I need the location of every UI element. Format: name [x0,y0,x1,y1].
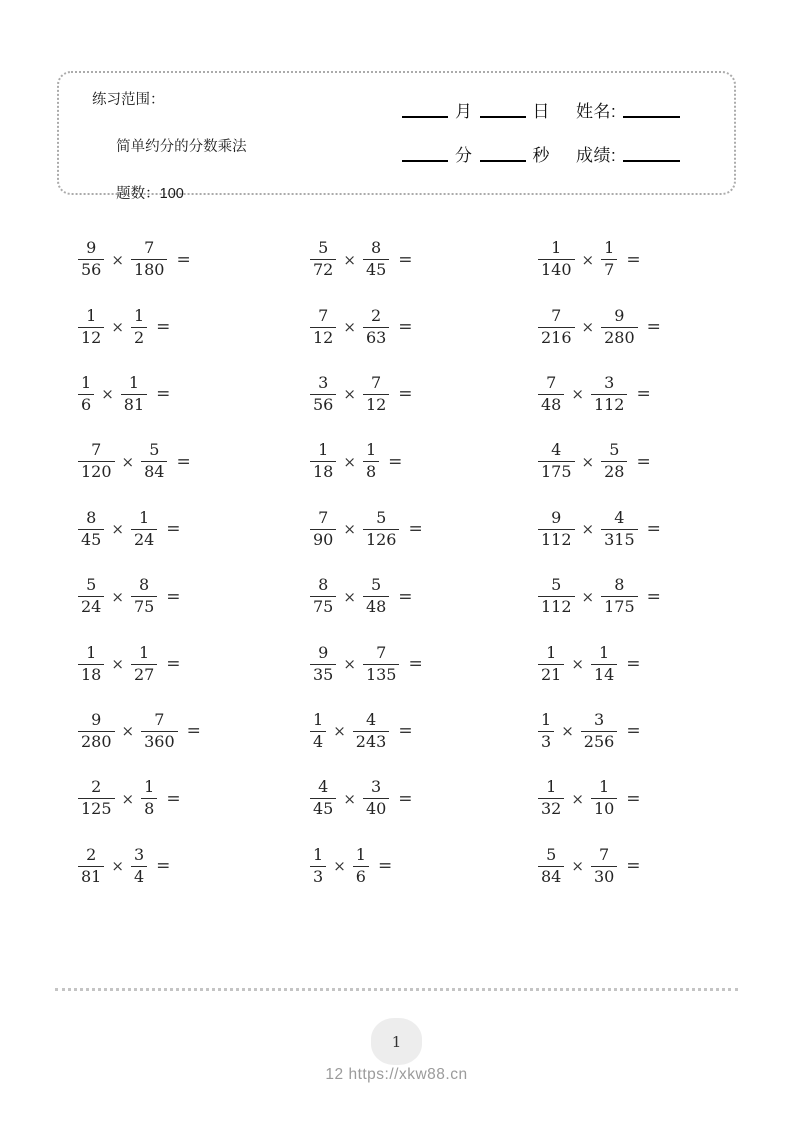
second-numerator: 1 [365,440,377,460]
first-numerator: 1 [546,642,557,662]
multiply-sign: × [581,452,595,471]
multiply-sign: × [343,655,356,674]
second-fraction [591,778,617,819]
first-fraction [78,576,104,617]
problem-cell [310,833,538,900]
first-denominator: 21 [538,664,564,685]
first-fraction [538,711,554,752]
second-fraction [131,644,157,685]
equals-sign: = [166,586,181,607]
problem-cell [538,428,770,495]
problem-cell [310,226,538,293]
second-denominator: 63 [363,327,389,348]
second-numerator: 1 [144,777,155,797]
second-numerator: 3 [133,844,145,864]
problem-cell [538,833,770,900]
first-numerator: 5 [546,844,557,864]
first-fraction [310,239,336,280]
first-numerator: 2 [86,844,97,864]
first-denominator: 140 [538,259,575,280]
second-numerator: 1 [599,777,610,797]
first-fraction [310,509,336,550]
second-fraction [581,711,618,752]
first-numerator: 1 [541,710,552,730]
second-fraction [363,374,389,415]
name-blank-line [623,116,680,118]
multiply-sign: × [571,385,584,404]
first-fraction [538,576,575,617]
first-fraction [538,644,564,685]
second-numerator: 5 [376,507,387,527]
second-numerator: 8 [139,575,150,595]
equals-sign: = [408,519,423,540]
first-numerator: 1 [313,710,324,730]
first-denominator: 6 [78,394,94,415]
first-fraction [310,711,326,752]
first-denominator: 32 [538,798,564,819]
first-denominator: 56 [78,259,104,280]
second-numerator: 4 [614,507,625,527]
equals-sign: = [166,788,181,809]
second-fraction [141,441,167,482]
first-denominator: 125 [78,798,115,819]
second-denominator: 360 [141,731,178,752]
footer-site-text: 12 https://xkw88.cn [325,1066,468,1083]
first-denominator: 35 [310,664,336,685]
second-denominator: 75 [131,596,157,617]
first-fraction [538,778,564,819]
equals-sign: = [646,519,661,540]
second-fraction [121,374,147,415]
second-fraction [131,576,157,617]
equals-sign: = [388,451,403,472]
first-fraction [538,239,575,280]
second-fraction [601,239,617,280]
multiply-sign: × [343,452,356,471]
first-denominator: 3 [310,866,326,887]
second-fraction [353,711,390,752]
first-numerator: 8 [318,575,329,595]
first-denominator: 24 [78,596,104,617]
equals-sign: = [176,249,191,270]
problem-cell [78,630,310,697]
second-fraction [591,644,617,685]
multiply-sign: × [111,520,124,539]
second-label: 秒 [532,146,550,165]
multiply-sign: × [111,857,124,876]
first-numerator: 7 [318,305,329,325]
multiply-sign: × [571,655,584,674]
problem-cell [78,698,310,765]
second-fraction [363,644,400,685]
second-numerator: 8 [371,238,382,258]
problem-cell [538,630,770,697]
day-label: 日 [532,102,550,121]
problem-cell [538,361,770,428]
equals-sign: = [398,249,413,270]
second-numerator: 5 [371,575,382,595]
second-denominator: 12 [363,394,389,415]
first-denominator: 112 [538,529,575,550]
multiply-sign: × [111,250,124,269]
first-denominator: 280 [78,731,115,752]
first-fraction [78,846,104,887]
second-denominator: 180 [131,259,168,280]
first-fraction [78,778,115,819]
equals-sign: = [176,451,191,472]
problem-cell [310,563,538,630]
problem-cell [78,563,310,630]
first-numerator: 7 [318,507,329,527]
month-blank-line [402,116,448,118]
month-label: 月 [455,102,473,121]
first-fraction [78,711,115,752]
second-fraction [601,576,638,617]
problem-cell [78,226,310,293]
multiply-sign: × [561,722,574,741]
first-fraction [310,374,336,415]
header-info-box [57,71,736,202]
problem-cell [78,293,310,360]
problems-grid [78,226,770,900]
second-fraction [353,846,369,887]
first-denominator: 12 [78,327,104,348]
second-denominator: 2 [131,327,147,348]
second-fraction [131,509,157,550]
first-fraction [310,307,336,348]
second-numerator: 5 [609,440,620,460]
first-denominator: 84 [538,866,564,887]
second-denominator: 28 [601,461,627,482]
second-fraction [363,239,389,280]
question-count: 题数：100 [116,185,184,202]
problem-cell [538,563,770,630]
problem-cell [538,765,770,832]
second-numerator: 7 [144,238,155,258]
first-numerator: 4 [551,440,562,460]
first-denominator: 45 [78,529,104,550]
first-denominator: 75 [310,596,336,617]
multiply-sign: × [581,520,595,539]
first-fraction [310,846,326,887]
equals-sign: = [166,654,181,675]
second-denominator: 40 [363,798,389,819]
problem-cell [78,765,310,832]
multiply-sign: × [343,789,356,808]
page-number: 1 [391,1032,402,1051]
multiply-sign: × [343,250,356,269]
first-denominator: 45 [310,798,336,819]
name-label: 姓名: [576,102,617,121]
multiply-sign: × [121,452,135,471]
equals-sign: = [626,654,641,675]
first-fraction [310,576,336,617]
second-fraction [363,307,389,348]
multiply-sign: × [333,722,346,741]
first-denominator: 48 [538,394,564,415]
second-denominator: 280 [601,327,638,348]
first-numerator: 1 [81,373,92,393]
first-fraction [78,644,104,685]
second-denominator: 30 [591,866,617,887]
problem-cell [78,833,310,900]
page-number-badge [371,1018,422,1065]
problem-cell [538,698,770,765]
score-label: 成绩: [576,146,617,165]
second-denominator: 27 [131,664,157,685]
second-denominator: 7 [601,259,617,280]
equals-sign: = [626,721,641,742]
first-denominator: 18 [78,664,104,685]
second-fraction [591,846,617,887]
second-numerator: 1 [599,642,610,662]
second-denominator: 14 [591,664,617,685]
first-fraction [310,644,336,685]
multiply-sign: × [101,385,114,404]
second-fraction [363,509,400,550]
first-fraction [78,307,104,348]
second-fraction [601,509,638,550]
first-numerator: 2 [91,777,102,797]
minute-label: 分 [455,146,473,165]
first-denominator: 3 [538,731,554,752]
first-fraction [78,441,115,482]
equals-sign: = [646,586,661,607]
equals-sign: = [626,249,641,270]
first-denominator: 112 [538,596,575,617]
second-fraction [131,307,147,348]
equals-sign: = [636,384,651,405]
first-numerator: 5 [86,575,97,595]
second-denominator: 24 [131,529,157,550]
multiply-sign: × [333,857,346,876]
first-numerator: 1 [318,440,329,460]
practice-range-value: 简单约分的分数乘法 [116,138,247,155]
second-denominator: 135 [363,664,400,685]
first-denominator: 18 [310,461,336,482]
second-fraction [363,441,379,482]
second-fraction [131,239,168,280]
first-denominator: 4 [310,731,326,752]
second-denominator: 315 [601,529,638,550]
second-numerator: 8 [614,575,625,595]
equals-sign: = [636,451,651,472]
second-denominator: 8 [141,798,157,819]
score-blank-line [623,160,680,162]
equals-sign: = [377,856,393,877]
first-numerator: 5 [551,575,562,595]
second-denominator: 4 [131,866,147,887]
equals-sign: = [156,317,171,338]
second-fraction [363,576,389,617]
day-blank-line [480,116,526,118]
first-numerator: 1 [86,642,97,662]
first-numerator: 3 [318,373,329,393]
second-denominator: 243 [353,731,390,752]
practice-range-label: 练习范围： [92,92,165,108]
multiply-sign: × [343,318,356,337]
equals-sign: = [398,721,413,742]
first-numerator: 4 [318,777,329,797]
second-numerator: 5 [149,440,160,460]
first-fraction [538,846,564,887]
problem-cell [310,630,538,697]
second-numerator: 7 [599,844,610,864]
second-denominator: 84 [141,461,167,482]
first-denominator: 81 [78,866,104,887]
second-denominator: 45 [363,259,389,280]
problem-cell [310,496,538,563]
second-fraction [141,711,178,752]
problem-cell [310,361,538,428]
first-numerator: 9 [91,710,102,730]
second-denominator: 8 [363,461,379,482]
second-numerator: 4 [365,710,377,730]
problem-cell [538,496,770,563]
first-fraction [78,509,104,550]
first-numerator: 1 [546,777,557,797]
second-fraction [591,374,628,415]
equals-sign: = [156,856,171,877]
first-denominator: 72 [310,259,336,280]
second-numerator: 1 [133,305,145,325]
second-denominator: 175 [601,596,638,617]
multiply-sign: × [343,520,356,539]
multiply-sign: × [111,587,124,606]
second-fraction [363,778,389,819]
equals-sign: = [398,384,413,405]
problem-cell [538,226,770,293]
first-fraction [78,239,104,280]
multiply-sign: × [121,789,135,808]
multiply-sign: × [111,655,124,674]
first-numerator: 7 [546,373,557,393]
first-numerator: 7 [91,440,102,460]
bottom-divider [55,988,738,991]
first-numerator: 1 [313,844,324,864]
first-denominator: 120 [78,461,115,482]
equals-sign: = [156,384,171,405]
second-denominator: 48 [363,596,389,617]
second-denominator: 256 [581,731,618,752]
problem-cell [310,293,538,360]
first-fraction [538,307,575,348]
first-numerator: 9 [551,507,562,527]
multiply-sign: × [581,250,595,269]
second-numerator: 1 [604,238,615,258]
first-denominator: 175 [538,461,575,482]
equals-sign: = [186,721,201,742]
time-score-row [397,141,685,166]
first-fraction [78,374,94,415]
first-denominator: 12 [310,327,336,348]
first-numerator: 7 [551,305,562,325]
first-fraction [538,441,575,482]
practice-info [92,89,247,230]
second-numerator: 3 [604,373,615,393]
second-numerator: 1 [139,507,150,527]
first-fraction [310,441,336,482]
second-denominator: 6 [353,866,369,887]
first-numerator: 1 [86,305,97,325]
second-numerator: 7 [154,710,165,730]
minute-blank-line [402,160,448,162]
first-fraction [310,778,336,819]
problem-cell [78,361,310,428]
second-denominator: 112 [591,394,628,415]
second-denominator: 126 [363,529,400,550]
problem-cell [310,765,538,832]
first-numerator: 1 [551,238,562,258]
equals-sign: = [398,788,413,809]
equals-sign: = [646,317,661,338]
second-numerator: 1 [139,642,150,662]
second-denominator: 81 [121,394,147,415]
second-numerator: 3 [371,777,382,797]
second-numerator: 3 [593,710,605,730]
second-denominator: 10 [591,798,617,819]
equals-sign: = [408,654,423,675]
second-numerator: 2 [371,305,382,325]
equals-sign: = [626,788,641,809]
problem-cell [78,428,310,495]
second-fraction [601,307,638,348]
second-numerator: 1 [128,373,140,393]
second-fraction [601,441,627,482]
first-fraction [538,374,564,415]
first-denominator: 90 [310,529,336,550]
equals-sign: = [398,317,413,338]
first-denominator: 56 [310,394,336,415]
multiply-sign: × [343,587,356,606]
second-blank-line [480,160,526,162]
first-numerator: 5 [318,238,329,258]
second-fraction [141,778,157,819]
multiply-sign: × [571,789,584,808]
multiply-sign: × [121,722,135,741]
equals-sign: = [398,586,413,607]
second-numerator: 1 [355,844,366,864]
first-numerator: 8 [86,507,97,527]
multiply-sign: × [571,857,584,876]
multiply-sign: × [343,385,356,404]
equals-sign: = [626,856,641,877]
first-numerator: 9 [318,642,329,662]
first-numerator: 9 [86,238,97,258]
first-denominator: 216 [538,327,575,348]
second-numerator: 7 [376,642,387,662]
second-numerator: 7 [371,373,382,393]
problem-cell [78,496,310,563]
problem-cell [310,428,538,495]
problem-cell [310,698,538,765]
second-numerator: 9 [614,305,625,325]
multiply-sign: × [111,318,124,337]
date-name-row [397,97,685,122]
problem-cell [538,293,770,360]
first-fraction [538,509,575,550]
multiply-sign: × [581,318,595,337]
multiply-sign: × [581,587,595,606]
second-fraction [131,846,147,887]
equals-sign: = [166,519,181,540]
